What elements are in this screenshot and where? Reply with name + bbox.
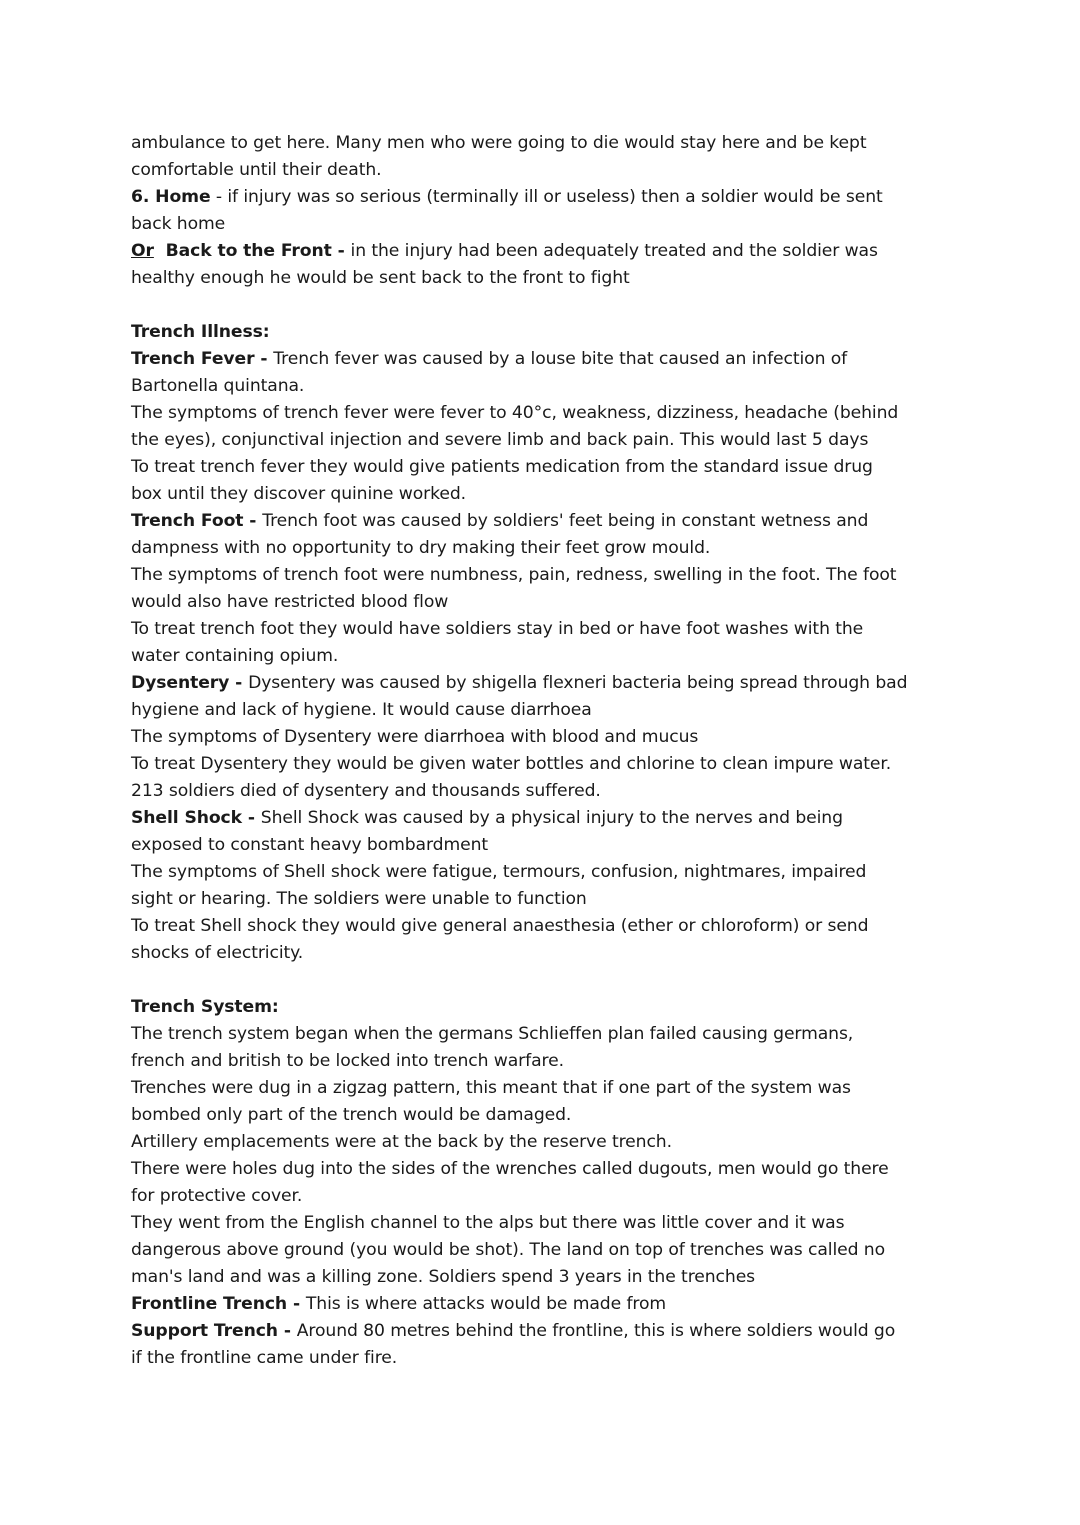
text-segment: would also have restricted blood flow xyxy=(131,592,449,612)
text-line xyxy=(131,1048,907,1075)
text-segment: Dysentery was caused by shigella flexneri bacteria being spread through bad xyxy=(248,673,908,693)
text-line xyxy=(131,535,907,562)
text-segment: 213 soldiers died of dysentery and thousands suffered. xyxy=(131,781,601,801)
text-line xyxy=(131,400,907,427)
bold-text: Back to the Front - xyxy=(153,241,351,261)
bold-text: Shell Shock - xyxy=(131,808,261,828)
text-segment: in the injury had been adequately treated and the soldier was xyxy=(350,241,878,261)
text-line xyxy=(131,373,907,400)
text-line xyxy=(131,157,907,184)
text-segment: To treat trench fever they would give patients medication from the standard issue drug xyxy=(131,457,873,477)
text-line xyxy=(131,319,907,346)
bold-text: Trench System xyxy=(131,997,272,1017)
text-segment: Trenches were dug in a zigzag pattern, this meant that if one part of the system was xyxy=(131,1078,851,1098)
bold-text: Trench Fever - xyxy=(131,349,274,369)
text-line xyxy=(131,832,907,859)
text-segment: box until they discover quinine worked. xyxy=(131,484,466,504)
text-line xyxy=(131,886,907,913)
text-line xyxy=(131,778,907,805)
text-line xyxy=(131,1291,907,1318)
text-line xyxy=(131,589,907,616)
text-line xyxy=(131,427,907,454)
text-segment: back home xyxy=(131,214,226,234)
text-segment: To treat trench foot they would have soldiers stay in bed or have foot washes with the xyxy=(131,619,864,639)
text-line xyxy=(131,1102,907,1129)
text-line xyxy=(131,454,907,481)
text-line xyxy=(131,481,907,508)
text-segment: shocks of electricity. xyxy=(131,943,304,963)
text-segment: The symptoms of Shell shock were fatigue, termours, confusion, nightmares, impaired xyxy=(131,862,867,882)
text-segment: The symptoms of trench fever were fever to 40°c, weakness, dizziness, headache (behind xyxy=(131,403,899,423)
text-segment: sight or hearing. The soldiers were unable to function xyxy=(131,889,587,909)
bold-text: 6. Home xyxy=(131,187,211,207)
text-segment: To treat Shell shock they would give general anaesthesia (ether or chloroform) or send xyxy=(131,916,869,936)
text-line xyxy=(131,184,907,211)
text-segment: french and british to be locked into trench warfare. xyxy=(131,1051,564,1071)
text-line xyxy=(131,751,907,778)
text-segment: The symptoms of trench foot were numbness, pain, redness, swelling in the foot. The foot xyxy=(131,565,897,585)
text-segment: Artillery emplacements were at the back by the reserve trench. xyxy=(131,1132,672,1152)
text-segment: To treat Dysentery they would be given water bottles and chlorine to clean impure water. xyxy=(131,754,892,774)
text-segment: ambulance to get here. Many men who were going to die would stay here and be kept xyxy=(131,133,867,153)
text-segment: Shell Shock was caused by a physical injury to the nerves and being xyxy=(260,808,843,828)
text-segment: Trench fever was caused by a louse bite that caused an infection of xyxy=(273,349,848,369)
text-line xyxy=(131,805,907,832)
blank-line xyxy=(131,967,907,994)
text-segment: Around 80 metres behind the frontline, this is where soldiers would go xyxy=(296,1321,896,1341)
bold-text: Dysentery - xyxy=(131,673,249,693)
text-line xyxy=(131,724,907,751)
blank-line xyxy=(131,292,907,319)
text-segment: bombed only part of the trench would be damaged. xyxy=(131,1105,572,1125)
bold-text: : xyxy=(271,997,279,1017)
text-line xyxy=(131,1264,907,1291)
text-line xyxy=(131,859,907,886)
text-segment: - if injury was so serious (terminally ill or useless) then a soldier would be sent xyxy=(210,187,883,207)
text-line xyxy=(131,265,907,292)
text-line xyxy=(131,562,907,589)
bold-text: Frontline Trench - xyxy=(131,1294,306,1314)
text-segment: water containing opium. xyxy=(131,646,339,666)
text-line xyxy=(131,697,907,724)
text-line xyxy=(131,1183,907,1210)
text-segment: Trench foot was caused by soldiers' feet being in constant wetness and xyxy=(262,511,869,531)
text-segment: They went from the English channel to the alps but there was little cover and it was xyxy=(131,1213,845,1233)
text-segment: This is where attacks would be made from xyxy=(305,1294,667,1314)
text-line xyxy=(131,346,907,373)
text-segment: the eyes), conjunctival injection and severe limb and back pain. This would last 5 days xyxy=(131,430,869,450)
document-body xyxy=(131,130,907,1372)
text-line xyxy=(131,940,907,967)
text-segment: The symptoms of Dysentery were diarrhoea with blood and mucus xyxy=(131,727,699,747)
text-segment: There were holes dug into the sides of the wrenches called dugouts, men would go there xyxy=(131,1159,889,1179)
text-line xyxy=(131,238,907,265)
text-line xyxy=(131,1021,907,1048)
text-segment: dangerous above ground (you would be shot). The land on top of trenches was called no xyxy=(131,1240,885,1260)
text-segment: if the frontline came under fire. xyxy=(131,1348,398,1368)
text-segment: dampness with no opportunity to dry making their feet grow mould. xyxy=(131,538,711,558)
text-line xyxy=(131,130,907,157)
text-segment: exposed to constant heavy bombardment xyxy=(131,835,489,855)
text-line xyxy=(131,1156,907,1183)
text-segment: comfortable until their death. xyxy=(131,160,382,180)
text-line xyxy=(131,913,907,940)
bold-text: : xyxy=(262,322,270,342)
text-line xyxy=(131,211,907,238)
bold-text: Support Trench - xyxy=(131,1321,297,1341)
text-line xyxy=(131,616,907,643)
text-line xyxy=(131,508,907,535)
text-line xyxy=(131,1210,907,1237)
bold-text: Or xyxy=(131,241,154,261)
text-segment: healthy enough he would be sent back to the front to fight xyxy=(131,268,630,288)
text-line xyxy=(131,643,907,670)
text-segment: hygiene and lack of hygiene. It would cause diarrhoea xyxy=(131,700,592,720)
bold-text: Trench Illness xyxy=(131,322,263,342)
text-line xyxy=(131,670,907,697)
text-segment: for protective cover. xyxy=(131,1186,303,1206)
text-segment: Bartonella quintana. xyxy=(131,376,305,396)
bold-text: Trench Foot - xyxy=(131,511,263,531)
text-line xyxy=(131,1318,907,1345)
text-line xyxy=(131,1237,907,1264)
text-segment: The trench system began when the germans Schlieffen plan failed causing germans, xyxy=(131,1024,854,1044)
text-line xyxy=(131,1075,907,1102)
text-line xyxy=(131,1345,907,1372)
text-segment: man's land and was a killing zone. Soldiers spend 3 years in the trenches xyxy=(131,1267,756,1287)
text-line xyxy=(131,1129,907,1156)
text-line xyxy=(131,994,907,1021)
